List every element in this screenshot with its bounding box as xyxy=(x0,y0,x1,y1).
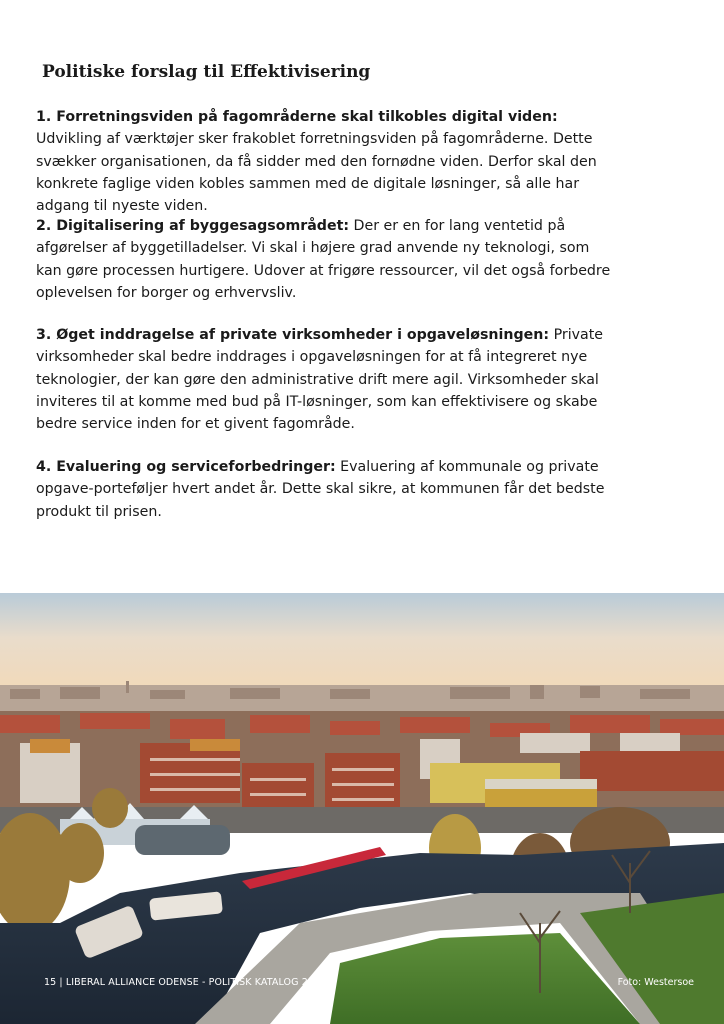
proposal-text: Udvikling af værktøjer sker frakoblet forretningsviden på fagområderne. Dette svækker organisationen, da få sidder med den fornødne viden. Derfor skal den konkrete faglige viden kobles sammen med de digitale løsninger, så alle har adgang til nyeste viden. xyxy=(36,131,597,215)
proposal-4 xyxy=(36,456,616,523)
proposal-heading: 1. Forretningsviden på fagområderne skal tilkobles digital viden: xyxy=(36,109,558,125)
proposal-text: Evaluering af kommunale og private opgave-porteføljer hvert andet år. Dette skal sikre, at kommunen får det bedste produkt til prisen. xyxy=(36,459,605,520)
page-title: Politiske forslag til Effektivisering xyxy=(42,62,371,82)
proposal-heading: 3. Øget inddragelse af private virksomheder i opgaveløsningen: xyxy=(36,327,550,343)
proposal-heading: 4. Evaluering og serviceforbedringer: xyxy=(36,459,336,475)
sky xyxy=(0,593,724,693)
proposal-1 xyxy=(36,106,616,217)
proposal-text: Der er en for lang ventetid på afgørelser af byggetilladelser. Vi skal i højere grad anvende ny teknologi, som kan gøre processen hurtigere. Udover at frigøre ressourcer, vil det også forbedre oplevelsen for borger og erhvervsliv. xyxy=(36,218,611,301)
city-aerial-photo xyxy=(0,593,724,1024)
proposal-2 xyxy=(36,215,616,304)
page-footer: 15 | LIBERAL ALLIANCE ODENSE - POLITISK KATALOG 2025 xyxy=(44,977,327,988)
proposal-3 xyxy=(36,324,616,435)
proposal-text: Private virksomheder skal bedre inddrages i opgaveløsningen for at få integreret nye teknologier, der kan gøre den administrative drift mere agil. Virksomheder skal inviteres til at komme med bud på IT-løsninger, som kan effektivisere og skabe bedre service inden for et givent fagområde. xyxy=(36,327,604,433)
proposal-heading: 2. Digitalisering af byggesagsområdet: xyxy=(36,218,350,234)
photo-credit: Foto: Westersoe xyxy=(617,977,694,988)
